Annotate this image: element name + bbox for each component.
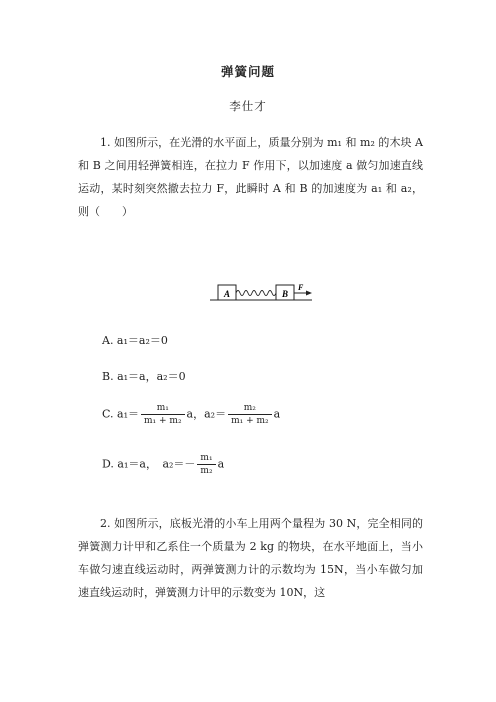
question-1-text: 1. 如图所示，在光滑的水平面上，质量分别为 m₁ 和 m₂ 的木块 A 和 B 之间用轻弹簧相连，在拉力 F 作用下，以加速度 a 做匀加速直线运动，某时刻突然撤去拉力 F，此瞬时 A 和 B 的加速度为 a₁ 和 a₂，则（ ）: [78, 136, 423, 218]
fraction-numerator: m₁: [141, 402, 185, 415]
force-arrow-head: [306, 291, 312, 296]
option-b: B. a₁＝a，a₂＝0: [102, 370, 186, 383]
option-d: [102, 452, 224, 477]
option-c-fraction-2: [228, 402, 272, 427]
fraction-denominator: m₁ + m₂: [231, 416, 269, 426]
spring-blocks-figure: [210, 282, 312, 304]
fraction-numerator: m₂: [228, 402, 272, 415]
spring: [236, 291, 276, 296]
option-c-suffix: a: [273, 407, 281, 421]
option-c: [102, 402, 280, 427]
author-name: 李仕才: [229, 99, 267, 113]
force-label: F: [298, 283, 304, 292]
block-b-label: B: [281, 289, 289, 299]
option-c-fraction-1: [141, 402, 185, 427]
option-d-prefix: D. a₁＝a， a₂＝－: [102, 457, 196, 471]
option-d-suffix: a: [217, 457, 225, 471]
fraction-denominator: m₂: [200, 466, 213, 476]
option-a: A. a₁＝a₂＝0: [102, 334, 168, 347]
option-c-mid: a，a₂＝: [186, 407, 227, 421]
fraction-numerator: m₁: [197, 452, 215, 465]
block-a-label: A: [223, 289, 231, 299]
fraction-denominator: m₁ + m₂: [144, 416, 182, 426]
option-d-fraction: [197, 452, 215, 477]
option-c-prefix: C. a₁＝: [102, 407, 139, 421]
question-2-text: 2. 如图所示，底板光滑的小车上用两个量程为 30 N，完全相同的弹簧测力计甲和乙系住一个质量为 2 kg 的物块，在水平地面上，当小车做匀速直线运动时，两弹簧测力计的示数均为 15N，当小车做匀加速直线运动时，弹簧测力计甲的示数变为 10N，这: [78, 517, 423, 599]
page-title: 弹簧问题: [220, 64, 275, 79]
